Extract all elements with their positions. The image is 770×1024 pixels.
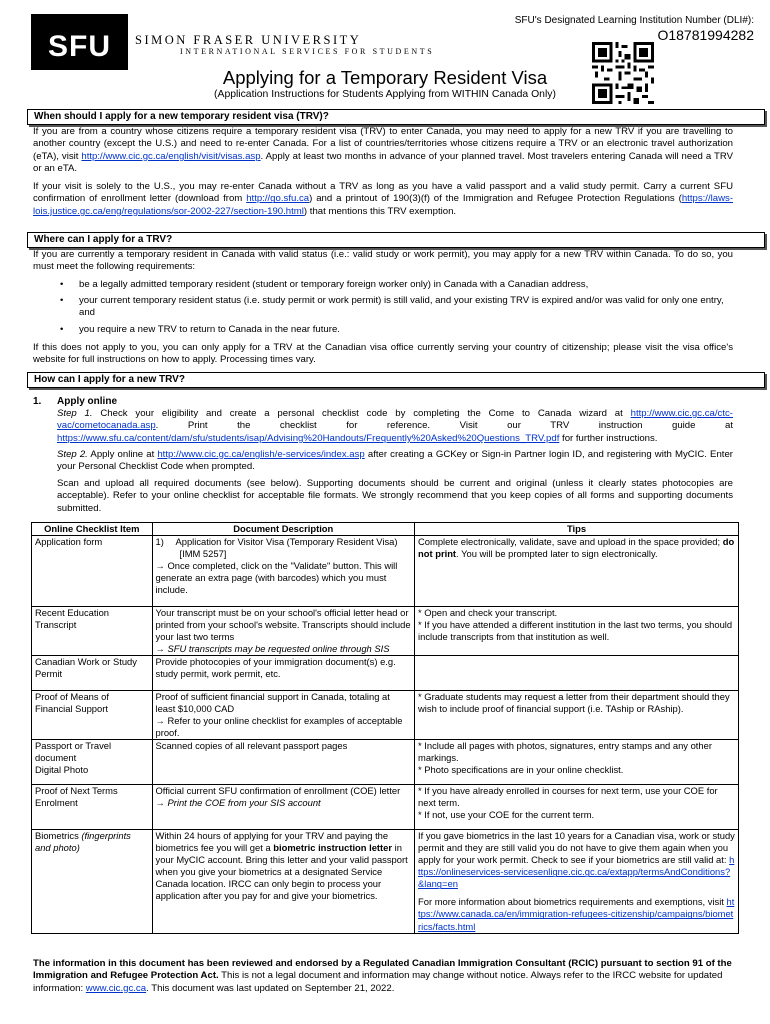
- where-paragraph-2: If this does not apply to you, you can only apply for a TRV at the Canadian visa office currently serving your country of citizenship; please visit the visa office's website for full instructions on how to apply. Processing times vary.: [33, 342, 733, 366]
- table-row: Passport or Travel document Digital Photo Scanned copies of all relevant passport pages * Include all pages with photos, signatures, entry stamps and any other markings. * Photo specifications are in your online checklist.: [32, 740, 739, 785]
- apply-online-heading: Apply online: [57, 396, 117, 407]
- section-heading-how: How can I apply for a new TRV?: [27, 372, 765, 388]
- department-name: INTERNATIONAL SERVICES FOR STUDENTS: [180, 47, 435, 56]
- sfu-logo: SFU: [31, 14, 128, 70]
- dli-number: O18781994282: [657, 27, 754, 43]
- table-row: Application form 1) Application for Visitor Visa (Temporary Resident Visa) [IMM 5257] → Once completed, click on the "Validate" button. This will generate an extra page (with barcodes) which you must include. Complete electronically, validate, save and upload in the space provided; do not print. You will be prompted later to sign electronically.: [32, 536, 739, 607]
- section-heading-when: When should I apply for a new temporary resident visa (TRV)?: [27, 109, 765, 125]
- table-row: Biometrics (fingerprints and photo) Within 24 hours of applying for your TRV and paying the biometrics fee you will get a biometric instruction letter in your MyCIC account. Bring this letter and your valid passport when you give your biometrics at a designated Service Canada location. IRCC can only begin to process your application after you pay for and give your biometrics. If you gave biometrics in the last 10 years for a Canadian visa, work or study permit and they are still valid you do not have to give them again when you apply for your work permit. Check to see if your biometrics are still valid at: https://onlineservices-servicesenligne.cic.gc.ca/extapp/termsAndConditions?&lang=en For more information about biometrics requirements and exemptions, visit https://www.canada.ca/en/immigration-refugees-citizenship/campaigns/biometrics/facts.html: [32, 830, 739, 933]
- come-to-canada-link[interactable]: http://www.cic.gc.ca/ctc-vac/cometocanada.asp: [57, 408, 733, 432]
- table-row: Proof of Next Terms Enrolment Official current SFU confirmation of enrollment (COE) letter → Print the COE from your SIS account * If you have already enrolled in courses for next term, use your COE for next term. * If not, use your COE for the current term.: [32, 785, 739, 830]
- biometrics-facts-link[interactable]: https://www.canada.ca/en/immigration-refugees-citizenship/campaigns/biometrics/facts.html: [418, 896, 735, 932]
- table-row: Canadian Work or Study Permit Provide photocopies of your immigration document(s) e.g. study permit, work permit, etc.: [32, 656, 739, 691]
- page-subtitle: (Application Instructions for Students Applying from WITHIN Canada Only): [214, 89, 556, 100]
- section-heading-where: Where can I apply for a TRV?: [27, 232, 765, 248]
- list-item: • your current temporary resident status (i.e. study permit or work permit) is still valid, and your existing TRV is expired and/or was valid for only one entry, and: [60, 295, 724, 319]
- step-2: Step 2. Apply online at http://www.cic.gc.ca/english/e-services/index.asp after creating a GCKey or Sign-in Partner login ID, and registering with MyCIC. Enter your Personal Checklist Code when prompted.: [57, 449, 733, 473]
- when-paragraph-2: If your visit is solely to the U.S., you may re-enter Canada without a TRV as long as you have a valid passport and a valid study permit. Carry a current SFU confirmation of enrollment letter (download from http://go.sfu.ca) and a printout of 190(3)(f) of the Immigration and Refugee Protection Regulations (https://laws-lois.justice.gc.ca/eng/regulations/sor-2002-227/section-190.html) that mentions this TRV exemption.: [33, 181, 734, 217]
- biometrics-check-link[interactable]: https://onlineservices-servicesenligne.cic.gc.ca/extapp/termsAndConditions?&lang=en: [418, 854, 735, 890]
- dli-label: SFU's Designated Learning Institution Number (DLI#):: [514, 15, 754, 26]
- column-header: Document Description: [152, 523, 415, 536]
- list-item: • be a legally admitted temporary resident (student or temporary foreign worker only) in Canada with a Canadian address,: [60, 279, 589, 290]
- university-name: SIMON FRASER UNIVERSITY: [135, 33, 362, 47]
- e-services-link[interactable]: http://www.cic.gc.ca/english/e-services/index.asp: [157, 449, 365, 460]
- ircc-link[interactable]: www.cic.gc.ca: [85, 982, 147, 994]
- item-number: 1.: [33, 396, 42, 407]
- table-row: Recent Education Transcript Your transcript must be on your school's official letter head or printed from your school's website. Transcripts should include your last two terms → SFU transcripts may be requested online through SIS * Open and check your transcript. * If you have attended a different institution in the last two terms, you should include transcripts from that institution as well.: [32, 607, 739, 656]
- table-row: Proof of Means of Financial Support Proof of sufficient financial support in Canada, totaling at least $10,000 CAD → Refer to your online checklist for examples of acceptable proof. * Graduate students may request a letter from their department should they wish to include proof of financial support (i.e. TAship or RAship).: [32, 691, 739, 740]
- regulations-link[interactable]: https://laws-lois.justice.gc.ca/eng/regulations/sor-2002-227/section-190.html: [33, 193, 734, 217]
- where-paragraph-1: If you are currently a temporary resident in Canada with valid status (i.e.: valid study or work permit), you may apply for a new TRV within Canada. To do so, you must meet the following requirements:: [33, 249, 733, 273]
- scan-instructions: Scan and upload all required documents (see below). Supporting documents should be current and original (unless it clearly states photocopies are acceptable). Refer to your online checklist for acceptable file formats. We strongly recommend that you keep copies of all forms and supporting documents submitted.: [57, 478, 733, 514]
- trv-guide-link[interactable]: https://www.sfu.ca/content/dam/sfu/students/isap/Advising%20Handouts/Frequently%20Asked%20Questions_TRV.pdf: [57, 432, 560, 444]
- step-1: Step 1. Check your eligibility and create a personal checklist code by completing the Come to Canada wizard at http://www.cic.gc.ca/ctc-vac/cometocanada.asp. Print the checklist for reference. Visit our TRV instruction guide at https://www.sfu.ca/content/dam/sfu/students/isap/Advising%20Handouts/Frequently%20Asked%20Questions_TRV.pdf for further instructions.: [57, 408, 733, 444]
- go-sfu-link[interactable]: http://go.sfu.ca: [246, 193, 310, 205]
- table-header-row: [32, 523, 739, 536]
- visas-link[interactable]: http://www.cic.gc.ca/english/visit/visas.asp: [81, 150, 261, 162]
- footer-note: The information in this document has been reviewed and endorsed by a Regulated Canadian Immigration Consultant (RCIC) pursuant to section 91 of the Immigration and Refugee Protection Act. This is not a legal document and information may change without notice. Always refer to the IRCC website for updated information: www.cic.gc.ca. This document was last updated on September 21, 2022.: [33, 958, 732, 994]
- column-header: Online Checklist Item: [32, 523, 153, 536]
- when-paragraph-1: If you are from a country whose citizens require a temporary resident visa (TRV) to enter Canada, you may need to apply for a new TRV if you are travelling to another country (except the U.S.) and need to re-enter Canada. For a list of countries/territories whose citizens require a TRV or an electronic travel authorization (eTA), visit http://www.cic.gc.ca/english/visit/visas.asp. Apply at least two months in advance of your planned travel. Most travelers entering Canada will need a TRV or an eTA.: [33, 126, 733, 175]
- checklist-table: [31, 522, 739, 934]
- page-title: Applying for a Temporary Resident Visa: [222, 67, 548, 88]
- column-header: Tips: [415, 523, 739, 536]
- document-header: [0, 0, 770, 108]
- list-item: • you require a new TRV to return to Canada in the near future.: [60, 324, 340, 335]
